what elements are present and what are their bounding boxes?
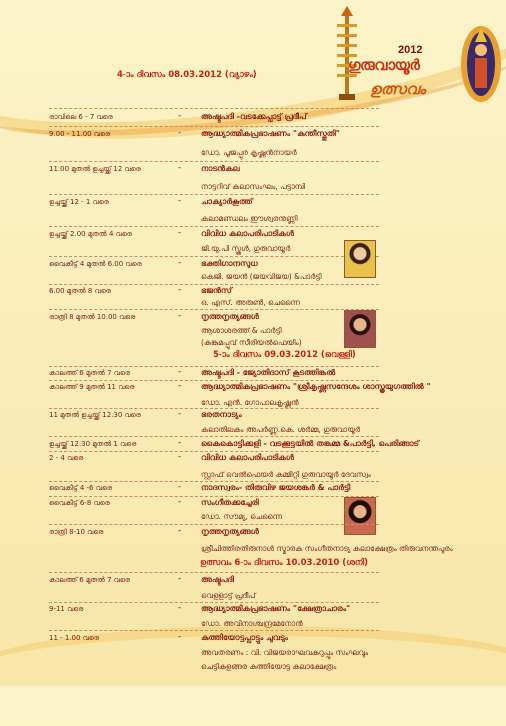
row-dash: - xyxy=(178,497,182,507)
row-detail: ആശാശരത്ത് & പാർട്ടി xyxy=(201,326,282,335)
row-detail: ശ്രീചിത്തിരതിരുനാൾ സ്മാരക സംഗീതനാട്യ കലാക്ഷേത്രം തിരുവനന്തപുരം xyxy=(201,544,453,553)
row-dash: - xyxy=(178,163,182,173)
schedule-row xyxy=(0,111,506,127)
row-detail-note: (കുങ്കുമപ്പൂവ് സീരിയൽഫെയിം) xyxy=(201,338,302,347)
row-dash: - xyxy=(178,196,182,206)
row-detail: ഒ. എസ്. അരുൺ, ചെന്നൈ xyxy=(201,298,300,307)
logo-year: 2012 xyxy=(398,44,423,56)
row-program: ആദ്ധ്യാത്മികപ്രഭാഷണം "ക്ഷേത്രാചാരം" xyxy=(201,604,351,613)
row-detail: ഡോ. എൻ. ഗോപാലകൃഷ്ണൻ xyxy=(201,398,299,407)
divider xyxy=(49,256,379,257)
divider xyxy=(49,524,379,525)
divider xyxy=(49,226,379,227)
day5-heading: 5-ാം ദിവസം 09.03.2012 (വെള്ളി) xyxy=(213,350,356,360)
row-detail: കലാമണ്ഡലം ഈശ്വരനുണ്ണി xyxy=(201,214,298,223)
row-dash: - xyxy=(178,632,182,642)
row-detail: സ്റ്റാഫ് വെൽഫെയർ കമ്മിറ്റി ഗുരുവായൂർ ദേവസ്വം xyxy=(201,470,371,479)
row-time: വൈകീട്ട് 4 മുതൽ 6.00 വരെ xyxy=(49,260,142,268)
row-time: 9.00 - 11.00 വരെ xyxy=(49,130,110,138)
row-program: നാടൻകല xyxy=(201,164,240,173)
schedule-row xyxy=(0,128,506,144)
artist-photo xyxy=(344,310,376,348)
schedule-row xyxy=(0,163,506,179)
row-dash: - xyxy=(178,603,182,613)
row-dash: - xyxy=(178,409,182,419)
day4-heading: 4-ാം ദിവസം 08.03.2012 (വ്യാഴം) xyxy=(117,70,257,80)
row-detail: ജി.യു.പി സ്കൂൾ, ഗുരുവായൂർ xyxy=(201,244,291,253)
row-program: സംഗീതക്കച്ചേരി xyxy=(201,498,259,507)
row-program: അഷ്ടപദി xyxy=(201,575,234,584)
schedule-row xyxy=(0,452,506,468)
row-detail: കെജി. ജയൻ (ജയവിജയ) &പാർട്ടി xyxy=(201,272,322,281)
schedule-row xyxy=(0,603,506,619)
row-detail: ഡോ. അവിനാശ്ചന്ദ്രമേനോൻ xyxy=(201,619,303,628)
row-time: 6.00 മുതൽ 8 വരെ xyxy=(49,287,111,295)
divider xyxy=(49,161,379,162)
row-program: അഷ്ടപദി - ജ്യോതിദാസ് കൂടത്തിങ്കൽ xyxy=(201,368,336,377)
schedule-row xyxy=(0,497,506,513)
divider xyxy=(49,309,379,310)
schedule-row xyxy=(0,632,506,648)
row-detail: ഡോ. സൗമ്യ, ചെന്നൈ xyxy=(201,512,283,521)
row-dash: - xyxy=(178,452,182,462)
row-detail: ഡോ. പൂജപ്പുര കൃഷ്ണൻനായർ xyxy=(201,148,297,157)
divider xyxy=(49,572,379,573)
row-program: നൃത്തനൃത്യങ്ങൾ xyxy=(201,312,259,321)
schedule-row xyxy=(0,228,506,244)
row-time: രാത്രി 8-10 വരെ xyxy=(49,528,104,536)
row-program: വിവിധ കലാപരിപാടികൾ xyxy=(201,453,294,462)
row-program: കുത്തിയോട്ടപ്പാട്ടും ചുവടും xyxy=(201,633,289,642)
row-detail: അവതരണം : വി. വിജയരാഘവകുറുപ്പും സംഘവും xyxy=(201,648,369,657)
row-time: ഉച്ചയ്ക്ക് 12.30 മുതൽ 1 വരെ xyxy=(49,440,137,448)
row-time: വൈകീട്ട് 4 -6 വരെ xyxy=(49,484,112,492)
row-dash: - xyxy=(178,381,182,391)
row-program: ഭജൻസ് xyxy=(201,286,232,295)
row-dash: - xyxy=(178,482,182,492)
row-dash: - xyxy=(178,367,182,377)
schedule-row xyxy=(0,381,506,397)
row-program: വിവിധ കലാപരിപാടികൾ xyxy=(201,229,294,238)
divider xyxy=(49,194,379,195)
row-time: രാത്രി 8 മുതൽ 10.00 വരെ xyxy=(49,313,136,321)
artist-photo xyxy=(344,240,376,278)
schedule-row xyxy=(0,574,506,590)
logo-title-guruvayur: ഗുരുവായൂർ xyxy=(348,56,420,74)
divider xyxy=(49,630,379,631)
deity-image-icon xyxy=(460,24,502,104)
row-dash: - xyxy=(178,258,182,268)
row-dash: - xyxy=(178,285,182,295)
row-detail-note: ചെട്ടികുളങ്ങര കുത്തിയോട്ട കലാക്ഷേത്രം xyxy=(201,662,337,671)
row-time: കാലത്ത് 9 മുതൽ 11 വരെ xyxy=(49,383,135,391)
row-dash: - xyxy=(178,311,182,321)
row-dash: - xyxy=(178,111,182,121)
row-time: വൈകീട്ട് 6-8 വരെ xyxy=(49,499,110,507)
row-time: ഉച്ചയ്ക്ക് 12 - 1 വരെ xyxy=(49,198,109,206)
row-program: ചാക്യാർകൂത്ത് xyxy=(201,197,253,206)
schedule-row xyxy=(0,409,506,425)
row-time: ഉച്ചയ്ക്ക് 2.00 മുതൽ 4 വരെ xyxy=(49,230,132,238)
row-program: ഭക്തിഗാനസുധ xyxy=(201,259,258,268)
row-time: കാലത്ത് 6 മുതൽ 7 വരെ xyxy=(49,369,130,377)
schedule-row xyxy=(0,311,506,327)
lamp-tower-icon xyxy=(334,6,360,102)
row-time: 9-11 വരെ xyxy=(49,605,84,613)
row-time: 11.00 മുതൽ ഉച്ചയ്ക്ക് 12 വരെ xyxy=(49,165,141,173)
row-program: ആദ്ധ്യാത്മികപ്രഭാഷണം "ശ്രീകൃഷ്ണസന്ദേശം ശാസ്ത്രയുഗത്തിൽ " xyxy=(201,382,431,391)
row-dash: - xyxy=(178,228,182,238)
row-program: അഷ്ടപദി -വടക്കേപ്പാട്ട് പ്രദീപ് xyxy=(201,112,307,121)
row-program: ആദ്ധ്യാത്മികപ്രഭാഷണം "കുന്തീസ്തുതി" xyxy=(201,129,340,138)
festival-logo xyxy=(330,6,502,106)
row-time: കാലത്ത് 6 മുതൽ 7 വരെ xyxy=(49,576,130,584)
row-detail: കലാതിലകം അപർണ്ണ.കെ. ശർമ്മ, ഗുരുവായൂർ xyxy=(201,425,361,434)
row-dash: - xyxy=(178,574,182,584)
row-time: 11 മുതൽ ഉച്ചയ്ക്ക് 12.30 വരെ xyxy=(49,411,141,419)
row-dash: - xyxy=(178,438,182,448)
row-time: 2 - 4 വരെ xyxy=(49,454,84,462)
divider xyxy=(49,436,379,437)
row-detail: വെളളാട്ട് പ്രദീപ് xyxy=(201,591,256,600)
day6-heading: ഉത്സവം 6-ാം ദിവസം 10.03.2010 (ശനി) xyxy=(200,558,369,568)
row-dash: - xyxy=(178,128,182,138)
schedule-row xyxy=(0,526,506,542)
row-dash: - xyxy=(178,526,182,536)
logo-title-utsavam: ഉത്സവം xyxy=(370,80,426,98)
row-time: 11 - 1.00 വരെ xyxy=(49,634,99,642)
row-program: നാദസ്വരം- തിരുവിഴ ജയശങ്കർ & പാർട്ടി xyxy=(201,483,351,492)
divider xyxy=(49,108,379,109)
row-detail: നാട്ടറിവ് കലാസംഘം, പട്ടാമ്പി xyxy=(201,182,306,191)
divider xyxy=(49,126,379,127)
row-program: നൃത്തനൃത്യങ്ങൾ xyxy=(201,527,259,536)
row-program: കൈകൊട്ടിക്കളി - വടക്കൂട്ടയിൽ തങ്കമ്മ &പാർട്ടി, പെരിങ്ങാട് xyxy=(201,439,419,448)
row-time: രാവിലെ 6 - 7 വരെ xyxy=(49,113,113,121)
schedule-row xyxy=(0,196,506,212)
row-program: ഭരതനാട്യം xyxy=(201,410,242,419)
